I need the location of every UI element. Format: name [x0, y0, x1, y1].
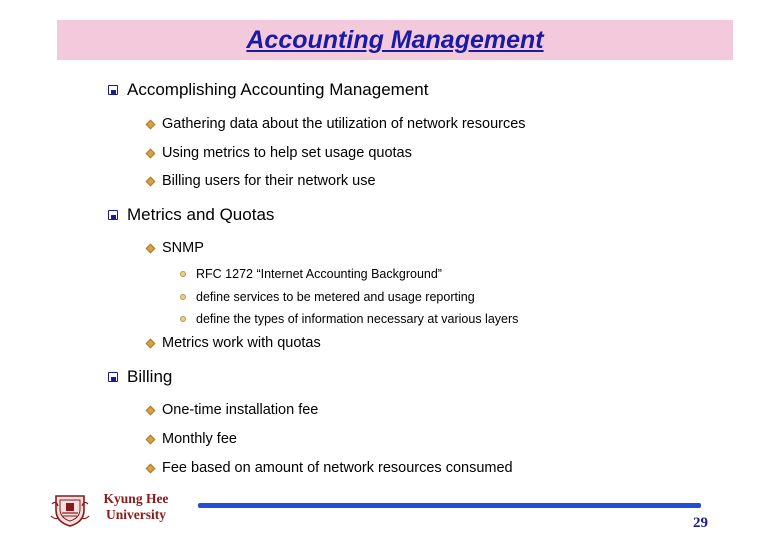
university-seal-icon — [50, 490, 90, 528]
diamond-bullet-icon — [146, 119, 156, 129]
bullet-item: SNMP — [147, 238, 204, 258]
bullet-item: Billing users for their network use — [147, 171, 376, 191]
slide-title: Accounting Management — [246, 26, 544, 54]
diamond-bullet-icon — [146, 148, 156, 158]
section-heading-3: Billing — [108, 366, 172, 388]
checkbox-bullet-icon — [108, 372, 118, 382]
bullet-item: Using metrics to help set usage quotas — [147, 143, 412, 163]
sub-bullet-item: define services to be metered and usage reporting — [180, 288, 475, 306]
section-heading-2: Metrics and Quotas — [108, 204, 274, 226]
footer-rule — [198, 503, 701, 508]
bullet-item: Gathering data about the utilization of network resources — [147, 114, 526, 134]
diamond-bullet-icon — [146, 243, 156, 253]
diamond-bullet-icon — [146, 463, 156, 473]
bullet-item: One-time installation fee — [147, 400, 318, 420]
diamond-bullet-icon — [146, 176, 156, 186]
bullet-item: Fee based on amount of network resources consumed — [147, 458, 513, 478]
title-bar — [57, 20, 733, 60]
checkbox-bullet-icon — [108, 85, 118, 95]
page-number: 29 — [693, 515, 708, 531]
bullet-item: Monthly fee — [147, 429, 237, 449]
dot-bullet-icon — [180, 316, 186, 322]
diamond-bullet-icon — [146, 405, 156, 415]
sub-bullet-item: RFC 1272 “Internet Accounting Background” — [180, 265, 442, 283]
section-heading-1: Accomplishing Accounting Management — [108, 79, 428, 101]
sub-bullet-item: define the types of information necessary at various layers — [180, 310, 518, 328]
bullet-item: Metrics work with quotas — [147, 333, 321, 353]
diamond-bullet-icon — [146, 434, 156, 444]
diamond-bullet-icon — [146, 338, 156, 348]
dot-bullet-icon — [180, 271, 186, 277]
checkbox-bullet-icon — [108, 210, 118, 220]
dot-bullet-icon — [180, 294, 186, 300]
university-name: Kyung Hee University — [103, 491, 169, 522]
